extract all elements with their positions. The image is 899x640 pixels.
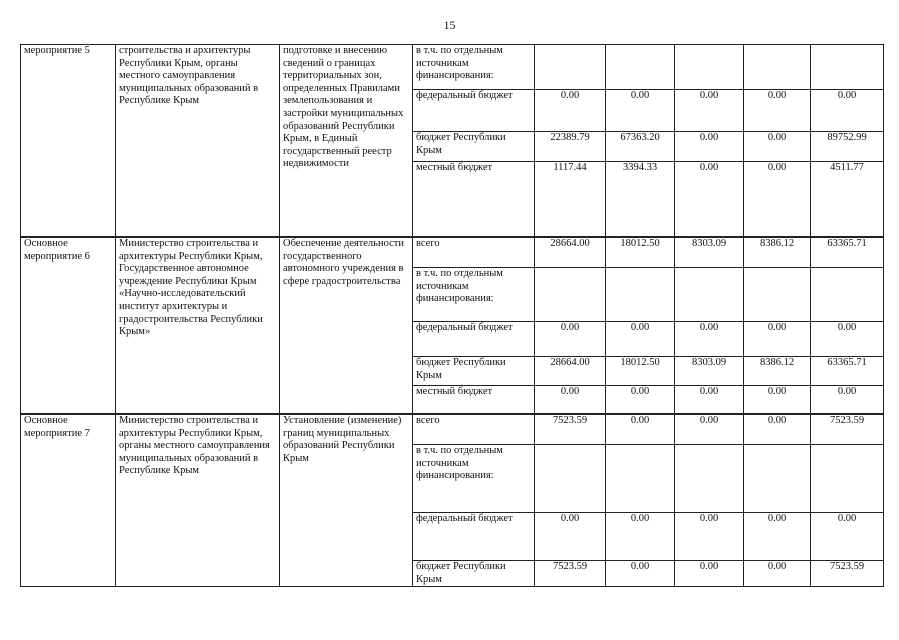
amount-cell bbox=[811, 268, 884, 322]
funding-source-cell: федеральный бюджет bbox=[413, 513, 535, 561]
amount-cell: 7523.59 bbox=[535, 561, 606, 587]
amount-cell: 22389.79 bbox=[535, 132, 606, 162]
amount-cell: 0.00 bbox=[675, 322, 744, 357]
amount-cell: 0.00 bbox=[606, 322, 675, 357]
amount-cell: 8386.12 bbox=[744, 238, 811, 268]
amount-cell: 0.00 bbox=[744, 415, 811, 445]
funding-table bbox=[20, 44, 884, 587]
page-number: 15 bbox=[443, 18, 456, 32]
description-cell: Обеспечение деятельности государственного автономного учреждения в сфере градостроительства bbox=[280, 238, 413, 414]
event-name-cell: Основное мероприятие 7 bbox=[21, 415, 116, 587]
amount-cell: 0.00 bbox=[675, 90, 744, 132]
event-name-cell: Основное мероприятие 6 bbox=[21, 238, 116, 414]
table-row bbox=[21, 238, 884, 268]
amount-cell: 63365.71 bbox=[811, 357, 884, 386]
amount-cell: 0.00 bbox=[811, 513, 884, 561]
funding-source-cell: местный бюджет bbox=[413, 386, 535, 414]
amount-cell: 0.00 bbox=[675, 162, 744, 237]
amount-cell: 0.00 bbox=[675, 132, 744, 162]
amount-cell: 0.00 bbox=[744, 132, 811, 162]
amount-cell: 0.00 bbox=[606, 561, 675, 587]
amount-cell: 0.00 bbox=[606, 415, 675, 445]
amount-cell bbox=[744, 268, 811, 322]
amount-cell: 0.00 bbox=[606, 513, 675, 561]
funding-source-cell: в т.ч. по отдельным источникам финансирования: bbox=[413, 268, 535, 322]
amount-cell: 0.00 bbox=[535, 386, 606, 414]
amount-cell: 8303.09 bbox=[675, 357, 744, 386]
amount-cell: 28664.00 bbox=[535, 238, 606, 268]
funding-source-cell: федеральный бюджет bbox=[413, 90, 535, 132]
funding-source-cell: бюджет Республики Крым bbox=[413, 132, 535, 162]
amount-cell: 0.00 bbox=[744, 386, 811, 414]
amount-cell bbox=[535, 445, 606, 513]
amount-cell: 0.00 bbox=[744, 90, 811, 132]
amount-cell bbox=[744, 45, 811, 90]
funding-source-cell: в т.ч. по отдельным источникам финансирования: bbox=[413, 45, 535, 90]
amount-cell: 67363.20 bbox=[606, 132, 675, 162]
amount-cell bbox=[535, 268, 606, 322]
table-row bbox=[21, 415, 884, 445]
funding-source-cell: бюджет Республики Крым bbox=[413, 357, 535, 386]
executor-cell: Министерство строительства и архитектуры Республики Крым, Государственное автономное учреждение Республики Крым «Научно-исследовательский институт архитектуры и градостроительства Республики Крым» bbox=[116, 238, 280, 414]
funding-source-cell: федеральный бюджет bbox=[413, 322, 535, 357]
amount-cell bbox=[535, 45, 606, 90]
funding-source-cell: местный бюджет bbox=[413, 162, 535, 237]
amount-cell: 0.00 bbox=[675, 386, 744, 414]
funding-source-cell: всего bbox=[413, 238, 535, 268]
amount-cell: 0.00 bbox=[744, 162, 811, 237]
amount-cell: 0.00 bbox=[675, 561, 744, 587]
amount-cell bbox=[675, 45, 744, 90]
amount-cell: 0.00 bbox=[811, 90, 884, 132]
amount-cell: 28664.00 bbox=[535, 357, 606, 386]
amount-cell bbox=[675, 445, 744, 513]
amount-cell bbox=[606, 45, 675, 90]
event-name-cell: мероприятие 5 bbox=[21, 45, 116, 237]
amount-cell bbox=[606, 268, 675, 322]
amount-cell: 0.00 bbox=[606, 90, 675, 132]
amount-cell: 0.00 bbox=[535, 322, 606, 357]
funding-source-cell: бюджет Республики Крым bbox=[413, 561, 535, 587]
amount-cell bbox=[606, 445, 675, 513]
amount-cell: 0.00 bbox=[606, 386, 675, 414]
amount-cell: 7523.59 bbox=[811, 561, 884, 587]
funding-source-cell: в т.ч. по отдельным источникам финансирования: bbox=[413, 445, 535, 513]
amount-cell: 1117.44 bbox=[535, 162, 606, 237]
description-cell: подготовке и внесению сведений о границах территориальных зон, определенных Правилами землепользования и застройки муниципальных образований Республики Крым, в Единый государственный реестр недвижимости bbox=[280, 45, 413, 237]
amount-cell: 0.00 bbox=[535, 90, 606, 132]
executor-cell: строительства и архитектуры Республики Крым, органы местного самоуправления муниципальных образований в Республике Крым bbox=[116, 45, 280, 237]
amount-cell: 0.00 bbox=[811, 322, 884, 357]
amount-cell: 18012.50 bbox=[606, 238, 675, 268]
executor-cell: Министерство строительства и архитектуры Республики Крым, органы местного самоуправления муниципальных образований в Республике Крым bbox=[116, 415, 280, 587]
amount-cell: 89752.99 bbox=[811, 132, 884, 162]
amount-cell: 63365.71 bbox=[811, 238, 884, 268]
amount-cell: 0.00 bbox=[744, 322, 811, 357]
funding-source-cell: всего bbox=[413, 415, 535, 445]
amount-cell: 0.00 bbox=[675, 415, 744, 445]
amount-cell: 18012.50 bbox=[606, 357, 675, 386]
amount-cell: 0.00 bbox=[744, 561, 811, 587]
amount-cell: 7523.59 bbox=[811, 415, 884, 445]
amount-cell: 0.00 bbox=[811, 386, 884, 414]
amount-cell: 8303.09 bbox=[675, 238, 744, 268]
amount-cell: 0.00 bbox=[535, 513, 606, 561]
amount-cell: 7523.59 bbox=[535, 415, 606, 445]
amount-cell bbox=[675, 268, 744, 322]
amount-cell: 0.00 bbox=[744, 513, 811, 561]
funding-table-body bbox=[21, 45, 884, 587]
amount-cell: 3394.33 bbox=[606, 162, 675, 237]
amount-cell: 8386.12 bbox=[744, 357, 811, 386]
amount-cell: 0.00 bbox=[675, 513, 744, 561]
table-row bbox=[21, 45, 884, 90]
amount-cell bbox=[811, 445, 884, 513]
amount-cell bbox=[811, 45, 884, 90]
amount-cell bbox=[744, 445, 811, 513]
description-cell: Установление (изменение) границ муниципальных образований Республики Крым bbox=[280, 415, 413, 587]
amount-cell: 4511.77 bbox=[811, 162, 884, 237]
